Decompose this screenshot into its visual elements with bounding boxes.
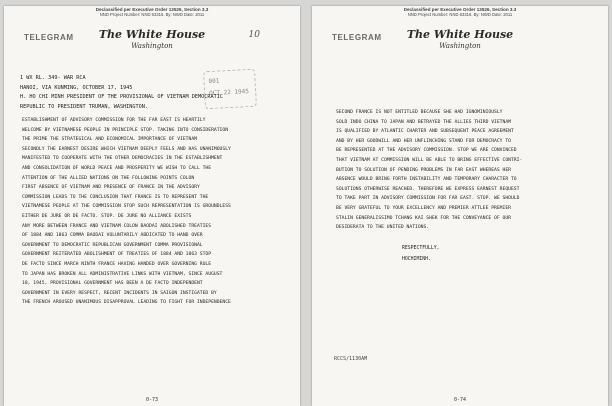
body-line: BE VERY GRATEFUL TO YOUR EXCELLENCY AND PREMIER ATTLEE PREMIER	[336, 205, 511, 211]
body-line: COMMISSION LEADS TO THE CONCLUSION THAT FRANCE IS TO REPRESENT THE	[22, 194, 209, 200]
white-house-letterhead: The White House	[98, 28, 206, 41]
washington-letterhead: Washington	[131, 42, 173, 50]
recipient-line: REPUBLIC TO PRESIDENT TRUMAN, WASHINGTON.	[20, 103, 149, 110]
body-line: BUTION TO SOLUTION OF PENDING PROBLEMS IN FAR EAST WHEREAS HER	[336, 167, 511, 173]
washington-letterhead: Washington	[439, 42, 481, 50]
body-line: GOVERNMENT TO DEMOCRATIC REPUBLICAN GOVERNMENT COMMA PROVISIONAL	[22, 242, 203, 248]
telegram-body-page-2	[336, 108, 592, 233]
reference-code: RCCS/1130AM	[334, 356, 368, 362]
body-line: ATTENTION OF THE ALLIED NATIONS ON THE FOLLOWING POINTS COLON	[22, 175, 195, 181]
stamp-number: 001	[208, 77, 220, 86]
body-line: SECOND FRANCE IS NOT ENTITLED BECAUSE SHE HAD IGNOMINIOUSLY	[336, 110, 503, 115]
origin-line: HANOI, VIA KUNMING, OCTOBER 17, 1945	[20, 84, 133, 91]
body-line: STALIN GENERALISSIMO TCHANG KAI SHEK FOR THE CONVEYANCE OF OUR	[336, 215, 511, 221]
signature: HOCHIMINH.	[402, 257, 431, 262]
body-line: BE REPRESENTED AT THE ADVISORY COMMISSION. STOP WE ARE CONVINCED	[336, 148, 517, 154]
body-line: DE FACTO SINCE MARCH NINTH FRANCE HAVING HANDED OVER GOVERNING RULE	[22, 261, 212, 267]
telegram-header-lines	[20, 74, 290, 112]
body-line: ANY MORE BETWEEN FRANCE AND VIETNAM COLON BAODAI ABOLISHED TREATIES	[22, 223, 212, 229]
body-line: ABSENCE WOULD BRING FORTH INSTABILITY AND TEMPORARY CHARACTER TO	[336, 177, 517, 183]
declassification-line-1: Declassified per Executive Order 13526, Section 3.3	[95, 7, 209, 12]
body-line: SOLUTIONS OTHERWISE REACHED. THEREFORE WE EXPRESS EARNEST REQUEST	[336, 186, 520, 192]
white-house-letterhead: The White House	[406, 28, 514, 41]
body-line: TO TAKE PART IN ADVISORY COMMISSION FOR FAR EAST. STOP. WE SHOULD	[336, 196, 520, 202]
body-line: GOVERNMENT REITERATED ABOLISHMENT OF TREATIES OF 1884 AND 1863 STOP	[22, 252, 212, 258]
page-mark: 0-73	[145, 397, 159, 403]
telegram-label: TELEGRAM	[332, 33, 382, 42]
declassification-line-2: NND Project Number: NND 63316. By: NWD Date: 2011	[99, 12, 205, 17]
telegram-label: TELEGRAM	[24, 33, 74, 42]
declassification-line-1: Declassified per Executive Order 13526, Section 3.3	[403, 7, 517, 12]
body-line: MANIFESTED TO COOPERATE WITH THE OTHER DEMOCRACIES IN THE ESTABLISHMENT	[22, 156, 223, 162]
body-line: THAT VIETNAM AT COMMISSION WILL BE ABLE TO BRING EFFECTIVE CONTRI-	[336, 157, 523, 163]
body-line: VIETNAMESE PEOPLE AT THE COMMISSION STOP SUCH REPRESENTATION IS GROUNDLESS	[22, 204, 231, 210]
declassification-stamp	[312, 7, 608, 17]
body-line: IS QUALIFIED BY ATLANTIC CHARTER AND SUBSEQUENT PEACE AGREEMENT	[336, 129, 514, 135]
body-line: ESTABLISHMENT OF ADVISORY COMMISSION FOR THE FAR EAST IS HEARTILY	[22, 118, 206, 123]
stamp-date: OCT 22 1945	[209, 88, 250, 98]
sender-line: H. HO CHI MINH PRESIDENT OF THE PROVISIONAL OF VIETNAM DEMOCRATIC	[20, 94, 224, 101]
body-line: FIRST ABSENCE OF VIETNAM AND PRESENCE OF FRANCE IN THE ADVISORY	[22, 185, 200, 191]
handwritten-number: 10	[248, 30, 260, 40]
declassification-stamp	[4, 7, 300, 17]
telegram-page-2	[312, 6, 608, 406]
body-line: WELCOME BY VIETNAMESE PEOPLE IN PRINCIPLE STOP. TAKING INTO CONSIDERATION	[22, 127, 229, 133]
body-line: GOVERNMENT IN EVERY RESPECT, RECENT INCIDENTS IN SAIGON INSTIGATED BY	[22, 290, 217, 296]
body-line: TO JAPAN HAS BROKEN ALL ADMINISTRATIVE LINKS WITH VIETNAM, SINCE AUGUST	[22, 271, 223, 277]
body-line: THE PRIME THE STRATEGICAL AND ECONOMICAL IMPORTANCE OF VIETNAM	[22, 137, 197, 143]
closing: RESPECTFULLY,	[402, 246, 440, 251]
telegram-page-1	[4, 6, 300, 406]
body-line: DESIDERATA TO THE UNITED NATIONS.	[336, 225, 430, 231]
body-line: 18, 1945, PROVISIONAL GOVERNMENT HAS BEEN A DE FACTO INDEPENDENT	[22, 281, 203, 287]
body-line: OF 1884 AND 1863 COMMA BAODAI VOLUNTARILY ABDICATED TO HAND OVER	[22, 233, 203, 239]
body-line: AND BY HER GOODWILL AND HER UNFLINCHING STAND FOR DEMOCRACY TO	[336, 138, 511, 144]
body-line: SOLD INDO CHINA TO JAPAN AND BETRAYED THE ALLIES THIRD VIETNAM	[336, 119, 511, 125]
body-line: AND CONSOLIDATION OF WORLD PEACE AND PROSPERITY WE WISH TO CALL THE	[22, 165, 212, 171]
body-line: THE FRENCH AROUSED UNANIMOUS DISAPPROVAL LEADING TO FIGHT FOR INDEPENDENCE	[22, 300, 231, 306]
declassification-line-2: NND Project Number: NND 63316. By: NWD Date: 2011	[407, 12, 513, 17]
body-line: EITHER DE JURE OR DE FACTO. STOP. DE JURE NO ALLIANCE EXISTS	[22, 213, 192, 219]
page-mark: 0-74	[453, 397, 467, 403]
routing-line: 1 WX RL. 349- WAR RCA	[20, 75, 86, 81]
body-line: SECONDLY THE EARNEST DESIRE WHICH VIETNAM DEEPLY FEELS AND HAS UNANIMOUSLY	[22, 146, 231, 152]
telegram-body-page-1	[22, 116, 288, 308]
